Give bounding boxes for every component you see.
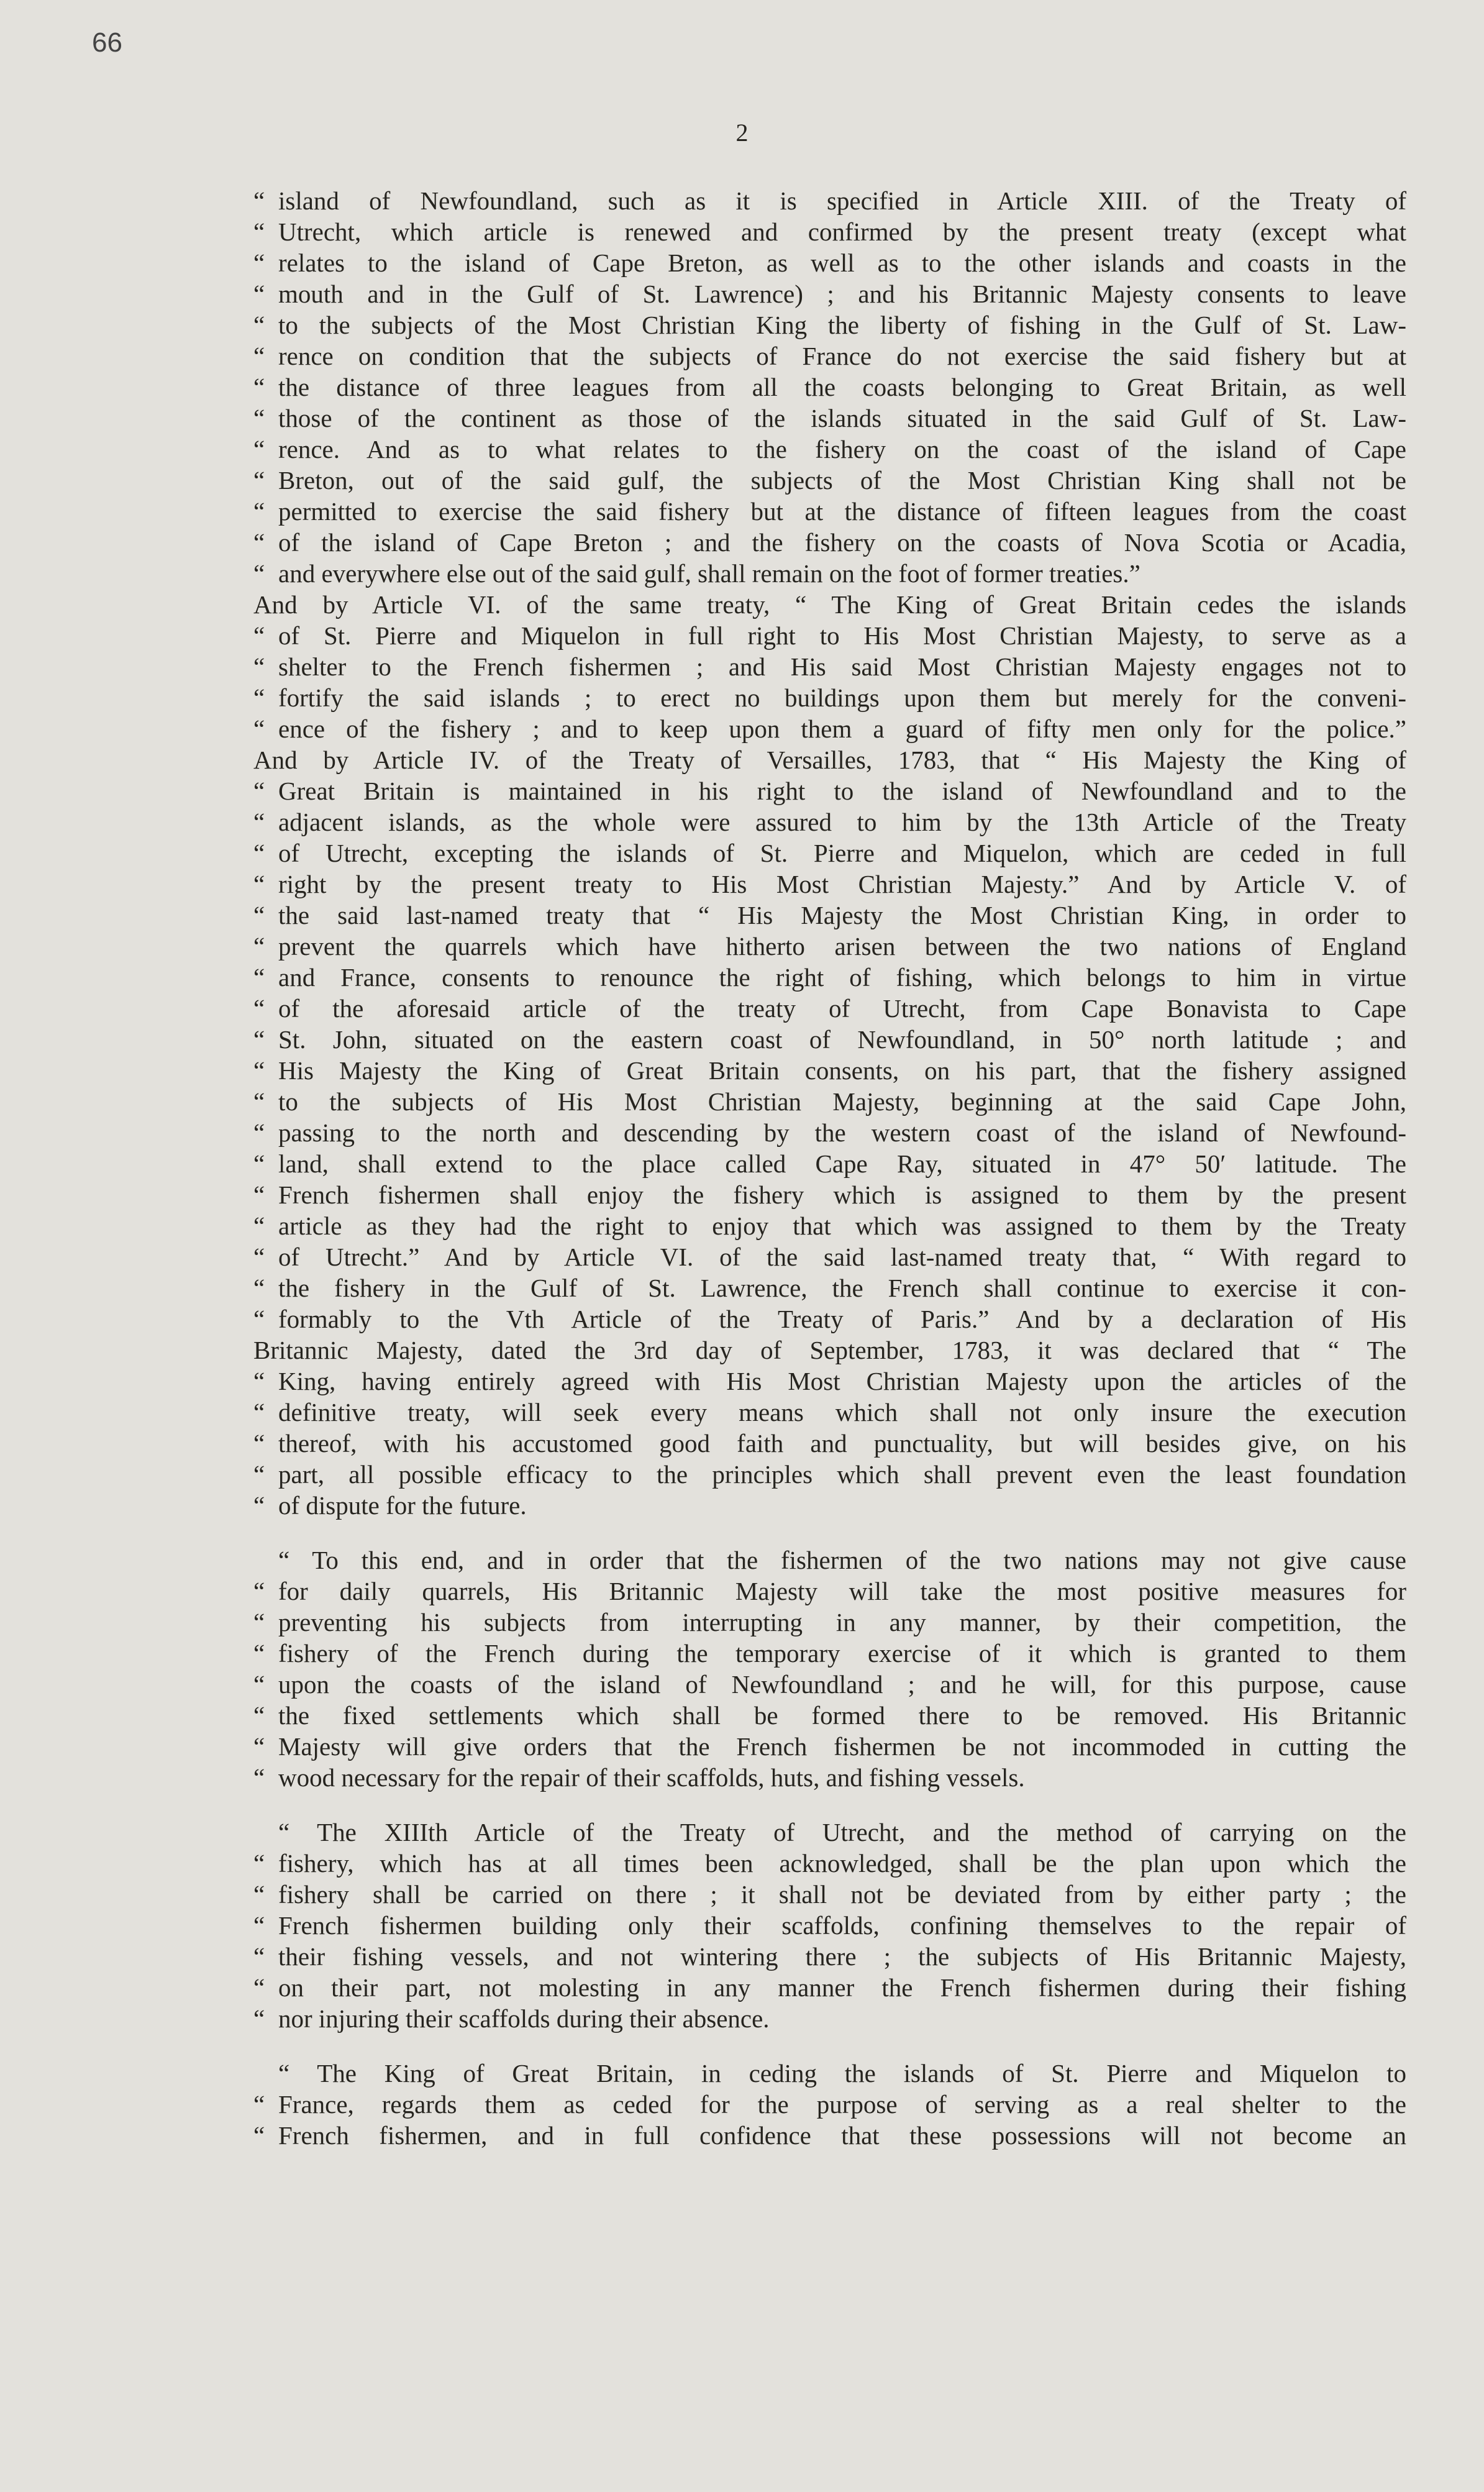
quote-mark: “: [253, 621, 265, 650]
line-text: nor injuring their scaffolds during their absence.: [278, 2004, 770, 2033]
line-text: formably to the Vth Article of the Treaty of Paris.” And by a declaration of His: [278, 1305, 1406, 1333]
text-line: [253, 1972, 1406, 2003]
line-text: the fishery in the Gulf of St. Lawrence, the French shall continue to exercise it con-: [278, 1274, 1406, 1302]
text-line: [253, 900, 1406, 931]
text-line: [253, 185, 1406, 216]
text-line: [253, 1086, 1406, 1117]
quote-mark: “: [253, 559, 265, 588]
line-text: of the island of Cape Breton ; and the fishery on the coasts of Nova Scotia or Acadia,: [278, 528, 1406, 557]
quote-mark: “: [253, 1180, 265, 1209]
quote-mark: “: [253, 1460, 265, 1489]
text-line: [253, 465, 1406, 496]
line-text: Majesty will give orders that the French fishermen be not incommoded in cutting the: [278, 1732, 1406, 1761]
text-line: [253, 1941, 1406, 1972]
quote-mark: “: [253, 1491, 265, 1520]
text-line: [253, 247, 1406, 278]
quote-mark: “: [253, 901, 265, 929]
quote-mark: “: [253, 1670, 265, 1699]
text-line: [253, 1638, 1406, 1669]
line-text: article as they had the right to enjoy that which was assigned to them by the Treaty: [278, 1212, 1406, 1240]
text-line: [253, 403, 1406, 434]
text-line: [253, 1576, 1406, 1607]
text-line: [253, 1210, 1406, 1241]
line-text: adjacent islands, as the whole were assured to him by the 13th Article of the Treaty: [278, 808, 1406, 836]
quote-mark: “: [253, 1367, 265, 1395]
text-line: [253, 993, 1406, 1024]
text-line: [253, 1179, 1406, 1210]
line-text: And by Article VI. of the same treaty, “ The King of Great Britain cedes the islands: [253, 590, 1406, 619]
text-line: [253, 931, 1406, 962]
text-line: [253, 651, 1406, 682]
line-text: to the subjects of the Most Christian King the liberty of fishing in the Gulf of St. Law-: [278, 311, 1406, 339]
line-text: of the aforesaid article of the treaty of Utrecht, from Cape Bonavista to Cape: [278, 994, 1406, 1023]
quote-mark: “: [253, 1973, 265, 2002]
line-text: land, shall extend to the place called Cape Ray, situated in 47° 50′ latitude. The: [278, 1149, 1406, 1178]
text-line: [253, 682, 1406, 713]
line-text: fishery of the French during the temporary exercise of it which is granted to them: [278, 1639, 1406, 1668]
quote-mark: “: [253, 1305, 265, 1333]
text-line: [253, 1607, 1406, 1638]
text-line: [253, 1490, 1406, 1521]
text-line: [253, 1700, 1406, 1731]
quote-mark: “: [253, 994, 265, 1023]
line-text: “ The King of Great Britain, in ceding the islands of St. Pierre and Miquelon to: [278, 2059, 1406, 2088]
line-text: France, regards them as ceded for the purpose of serving as a real shelter to the: [278, 2090, 1406, 2119]
quote-mark: “: [253, 2004, 265, 2033]
line-text: preventing his subjects from interrupting in any manner, by their competition, the: [278, 1608, 1406, 1636]
text-line: [253, 1397, 1406, 1428]
quote-mark: “: [253, 870, 265, 898]
quote-mark: “: [253, 1849, 265, 1878]
line-text: King, having entirely agreed with His Most Christian Majesty upon the articles of the: [278, 1367, 1406, 1395]
quote-mark: “: [253, 1212, 265, 1240]
quote-mark: “: [253, 186, 265, 215]
line-text: His Majesty the King of Great Britain consents, on his part, that the fishery assigned: [278, 1056, 1406, 1085]
quote-mark: “: [253, 1025, 265, 1054]
quote-mark: “: [253, 808, 265, 836]
line-text: relates to the island of Cape Breton, as well as to the other islands and coasts in the: [278, 249, 1406, 277]
text-line: [253, 713, 1406, 744]
text-line: [253, 1055, 1406, 1086]
line-text: of Utrecht.” And by Article VI. of the said last-named treaty that, “ With regard to: [278, 1243, 1406, 1271]
line-text: on their part, not molesting in any manner the French fishermen during their fishing: [278, 1973, 1406, 2002]
line-text: and everywhere else out of the said gulf, shall remain on the foot of former treaties.”: [278, 559, 1140, 588]
text-line: [253, 838, 1406, 869]
quote-mark: “: [253, 714, 265, 743]
text-line: [253, 1879, 1406, 1910]
text-line: [253, 2120, 1406, 2151]
text-line: [253, 340, 1406, 372]
text-line: [253, 278, 1406, 309]
line-text: of Utrecht, excepting the islands of St. Pierre and Miquelon, which are ceded in full: [278, 839, 1406, 867]
text-line: [253, 1817, 1406, 1848]
text-line: [253, 1117, 1406, 1148]
line-text: Utrecht, which article is renewed and confirmed by the present treaty (except what: [278, 217, 1406, 246]
quote-mark: “: [253, 1577, 265, 1605]
line-text: mouth and in the Gulf of St. Lawrence) ; and his Britannic Majesty consents to leave: [278, 280, 1406, 308]
text-line: [253, 589, 1406, 620]
line-text: part, all possible efficacy to the principles which shall prevent even the least foundation: [278, 1460, 1406, 1489]
quote-mark: “: [253, 932, 265, 961]
quote-mark: “: [253, 1911, 265, 1940]
line-text: definitive treaty, will seek every means which shall not only insure the execution: [278, 1398, 1406, 1426]
text-line: [253, 775, 1406, 806]
quote-mark: “: [253, 683, 265, 712]
line-text: fishery shall be carried on there ; it shall not be deviated from by either party ; the: [278, 1880, 1406, 1909]
line-text: fishery, which has at all times been acknowledged, shall be the plan upon which the: [278, 1849, 1406, 1878]
text-line: [253, 1148, 1406, 1179]
text-line: [253, 496, 1406, 527]
line-text: ence of the fishery ; and to keep upon them a guard of fifty men only for the police.”: [278, 714, 1406, 743]
text-line: [253, 2089, 1406, 2120]
line-text: “ The XIIIth Article of the Treaty of Utrecht, and the method of carrying on the: [278, 1818, 1406, 1846]
line-text: wood necessary for the repair of their scaffolds, huts, and fishing vessels.: [278, 1763, 1025, 1792]
line-text: rence on condition that the subjects of France do not exercise the said fishery but at: [278, 342, 1406, 370]
text-line: [253, 1459, 1406, 1490]
quote-mark: “: [253, 1398, 265, 1426]
text-line: [253, 1428, 1406, 1459]
quote-mark: “: [253, 280, 265, 308]
line-text: prevent the quarrels which have hitherto arisen between the two nations of England: [278, 932, 1406, 961]
quote-mark: “: [253, 1701, 265, 1730]
text-line: [253, 620, 1406, 651]
text-line: [253, 869, 1406, 900]
line-text: French fishermen building only their scaffolds, confining themselves to the repair of: [278, 1911, 1406, 1940]
text-line: [253, 1545, 1406, 1576]
line-text: Britannic Majesty, dated the 3rd day of September, 1783, it was declared that “ The: [253, 1336, 1406, 1364]
line-text: fortify the said islands ; to erect no buildings upon them but merely for the conveni-: [278, 683, 1406, 712]
line-text: their fishing vessels, and not wintering there ; the subjects of His Britannic Majesty,: [278, 1942, 1406, 1971]
line-text: French fishermen, and in full confidence that these possessions will not become an: [278, 2121, 1406, 2150]
text-line: [253, 1762, 1406, 1793]
text-line: [253, 1731, 1406, 1762]
line-text: to the subjects of His Most Christian Majesty, beginning at the said Cape John,: [278, 1087, 1406, 1116]
text-line: [253, 1910, 1406, 1941]
quote-mark: “: [253, 2090, 265, 2119]
line-text: St. John, situated on the eastern coast of Newfoundland, in 50° north latitude ; and: [278, 1025, 1406, 1054]
text-line: [253, 744, 1406, 775]
quote-mark: “: [253, 1639, 265, 1668]
text-line: [253, 1366, 1406, 1397]
quote-mark: “: [253, 1763, 265, 1792]
quote-mark: “: [253, 1274, 265, 1302]
folio-number: 66: [92, 27, 122, 58]
line-text: the distance of three leagues from all the coasts belonging to Great Britain, as well: [278, 373, 1406, 401]
line-text: right by the present treaty to His Most Christian Majesty.” And by Article V. of: [278, 870, 1406, 898]
quote-mark: “: [253, 1118, 265, 1147]
quote-mark: “: [253, 249, 265, 277]
line-text: rence. And as to what relates to the fishery on the coast of the island of Cape: [278, 435, 1406, 463]
line-text: of St. Pierre and Miquelon in full right to His Most Christian Majesty, to serve as a: [278, 621, 1406, 650]
line-text: for daily quarrels, His Britannic Majesty will take the most positive measures for: [278, 1577, 1406, 1605]
line-text: the fixed settlements which shall be formed there to be removed. His Britannic: [278, 1701, 1406, 1730]
text-line: [253, 1848, 1406, 1879]
quote-mark: “: [253, 963, 265, 992]
text-line: [253, 2003, 1406, 2034]
line-text: shelter to the French fishermen ; and His said Most Christian Majesty engages not to: [278, 652, 1406, 681]
quote-mark: “: [253, 373, 265, 401]
text-line: [253, 1024, 1406, 1055]
quote-mark: “: [253, 2121, 265, 2150]
text-line: [253, 1241, 1406, 1272]
line-text: the said last-named treaty that “ His Majesty the Most Christian King, in order to: [278, 901, 1406, 929]
text-line: [253, 216, 1406, 247]
line-text: island of Newfoundland, such as it is specified in Article XIII. of the Treaty of: [278, 186, 1406, 215]
line-text: permitted to exercise the said fishery but at the distance of fifteen leagues from the coast: [278, 497, 1406, 526]
line-text: “ To this end, and in order that the fishermen of the two nations may not give cause: [278, 1546, 1406, 1574]
quote-mark: “: [253, 1149, 265, 1178]
line-text: passing to the north and descending by the western coast of the island of Newfound-: [278, 1118, 1406, 1147]
text-line: [253, 962, 1406, 993]
line-text: of dispute for the future.: [278, 1491, 527, 1520]
quote-mark: “: [253, 404, 265, 432]
quote-mark: “: [253, 217, 265, 246]
line-text: those of the continent as those of the islands situated in the said Gulf of St. Law-: [278, 404, 1406, 432]
line-text: thereof, with his accustomed good faith and punctuality, but will besides give, on his: [278, 1429, 1406, 1458]
text-line: [253, 372, 1406, 403]
quote-mark: “: [253, 342, 265, 370]
line-text: Great Britain is maintained in his right to the island of Newfoundland and to the: [278, 777, 1406, 805]
line-text: upon the coasts of the island of Newfoundland ; and he will, for this purpose, cause: [278, 1670, 1406, 1699]
quote-mark: “: [253, 528, 265, 557]
quote-mark: “: [253, 466, 265, 495]
text-line: [253, 1335, 1406, 1366]
line-text: And by Article IV. of the Treaty of Versailles, 1783, that “ His Majesty the King of: [253, 746, 1406, 774]
quote-mark: “: [253, 1429, 265, 1458]
quote-mark: “: [253, 311, 265, 339]
text-line: [253, 806, 1406, 838]
quote-mark: “: [253, 1243, 265, 1271]
quote-mark: “: [253, 839, 265, 867]
quote-mark: “: [253, 777, 265, 805]
quote-mark: “: [253, 1056, 265, 1085]
text-line: [253, 434, 1406, 465]
quote-mark: “: [253, 1880, 265, 1909]
line-text: French fishermen shall enjoy the fishery which is assigned to them by the present: [278, 1180, 1406, 1209]
text-line: [253, 527, 1406, 558]
quote-mark: “: [253, 1732, 265, 1761]
quote-mark: “: [253, 1608, 265, 1636]
line-text: Breton, out of the said gulf, the subjects of the Most Christian King shall not be: [278, 466, 1406, 495]
page-number: 2: [735, 119, 749, 147]
quote-mark: “: [253, 1087, 265, 1116]
quote-mark: “: [253, 1942, 265, 1971]
text-line: [253, 1303, 1406, 1335]
text-line: [253, 2058, 1406, 2089]
text-line: [253, 1669, 1406, 1700]
text-line: [253, 1272, 1406, 1303]
quote-mark: “: [253, 435, 265, 463]
text-line: [253, 309, 1406, 340]
text-line: [253, 558, 1406, 589]
line-text: and France, consents to renounce the right of fishing, which belongs to him in virtue: [278, 963, 1406, 992]
quote-mark: “: [253, 652, 265, 681]
quote-mark: “: [253, 497, 265, 526]
